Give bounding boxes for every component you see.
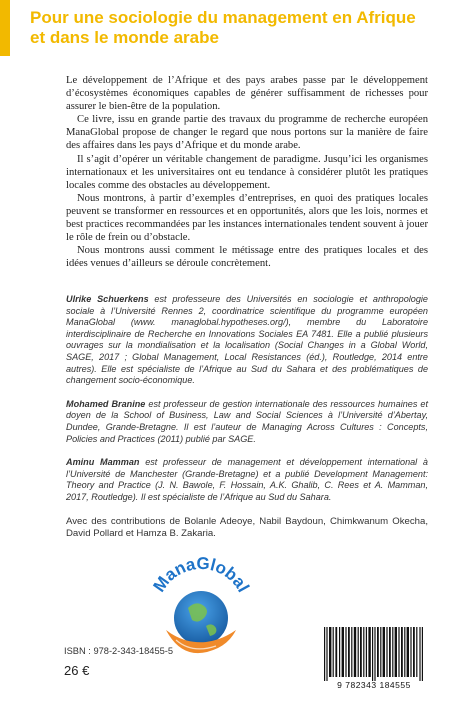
author-bio-text-1: est professeure des Universités en sociologie et anthropologie sociale à l’Université Rennes 2, coordinatrice scientifique du programme européen ManaGlobal (www. managlobal.hypotheses.org/), membre du Laboratoire interdisciplinaire de Recherche en Innovations Sociales EA 7481. Elle a publié plusieurs ouvrages sur la mondialisation et la localisation (Social Changes in a Global World, SAGE, 2017 ; Global Management, Local Resistances (éd.), Routledge, 2014 entre autres). Elle est spécialiste de l’Afrique au Sud du Sahara et des problématiques de changement socio-économique. — [66, 294, 428, 386]
author-bio-1 — [66, 294, 428, 387]
summary-paragraph-2: Ce livre, issu en grande partie des travaux du programme de recherche européen ManaGlobal propose de changer le regard que nous portons sur la manière de faire des affaires dans les pays d’Afrique et du monde arabe. — [66, 114, 428, 152]
author-bio-3 — [66, 457, 428, 503]
price: 26 € — [64, 663, 90, 678]
isbn: ISBN : 978-2-343-18455-5 — [64, 646, 174, 656]
barcode-icon — [318, 622, 430, 688]
accent-bar — [0, 0, 10, 56]
summary-paragraph-3: Il s’agit d’opérer un véritable changement de paradigme. Jusqu’ici les organismes internationaux et les universitaires ont eu tendance à considérer plutôt les pratiques locales comme des obstacles au développement. — [66, 153, 428, 191]
author-name-2: Mohamed Branine — [66, 398, 146, 409]
barcode-number: 9 782343 184555 — [337, 680, 411, 690]
author-name-3: Aminu Mamman — [66, 457, 140, 468]
summary-paragraph-1: Le développement de l’Afrique et des pays arabes passe par le développement d’écosystèmes économiques capables de générer suffisamment de richesses pour assurer le bien-être de la population. — [66, 75, 428, 113]
author-bio-text-2: est professeur de gestion internationale des ressources humaines et doyen de la School of Business, Law and Social Sciences à l’Université d’Abertay, Dundee, Grande-Bretagne. Il est l’auteur de Managing Across Cultures : Concepts, Policies and Practices (2011) publié par SAGE. — [66, 398, 428, 444]
contributions-text: Avec des contributions de Bolanle Adeoye, Nabil Baydoun, Chimkwanum Okecha, David Pollard et Hamza B. Zakaria. — [66, 515, 428, 539]
author-bio-2 — [66, 399, 428, 445]
logo-text: ManaGlobal — [149, 553, 253, 596]
author-name-1: Ulrike Schuerkens — [66, 294, 149, 304]
summary-text — [66, 74, 428, 270]
summary-paragraph-5: Nous montrons aussi comment le métissage entre des pratiques locales et des idées venues d’ailleurs se déroule concrètement. — [66, 245, 428, 270]
book-title: Pour une sociologie du management en Afrique et dans le monde arabe — [30, 8, 416, 47]
author-bios — [66, 294, 428, 550]
svg-text:ManaGlobal — [149, 554, 253, 596]
author-bio-text-3: est professeur de management et développement international à l’Université de Manchester (Grande-Bretagne) et a publié Development Management: Theory and Practice (J. N. Bawole, F. Hossain, A.K. Ghalib, C. Rees et A. Mamman, 2017, Routledge). Il est spécialiste de l’Afrique au Sud du Sahara. — [66, 457, 428, 502]
summary-paragraph-4: Nous montrons, à partir d’exemples d’entreprises, en quoi des pratiques locales peuvent se transformer en ressources et en opportunités, alors que les lois, normes et best practices recommandées par les instances internationales tendent souvent à jouer le rôle de frein ou d’obstacle. — [66, 192, 428, 244]
